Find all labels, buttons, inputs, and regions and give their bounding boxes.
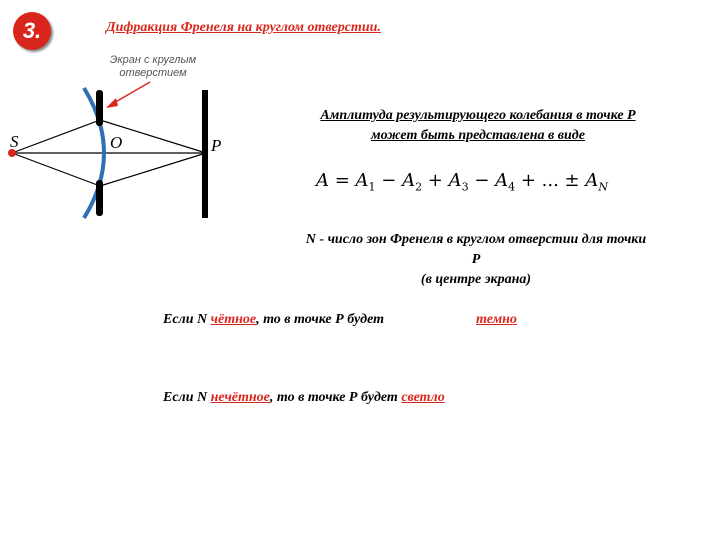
caption-arrow (112, 82, 150, 104)
hole-label: O (110, 133, 123, 152)
formula-term: A (585, 170, 599, 191)
caption-arrow-head (106, 98, 118, 108)
ray-lower-point (100, 153, 206, 186)
amplitude-line1: Амплитуда результирующего колебания в точке Р (320, 108, 636, 123)
amplitude-line2: может быть представлена в виде (371, 128, 585, 143)
screen-caption-line1: Экран с круглым (109, 54, 197, 66)
ray-upper-source (12, 120, 100, 153)
formula-sub: N (598, 180, 608, 194)
zones-text (250, 230, 702, 290)
formula-dots: + ... ± (515, 170, 586, 191)
ray-lower-source (12, 153, 100, 186)
screen-lower-part (96, 180, 103, 216)
formula-op: − (375, 170, 403, 191)
even-rule (163, 312, 384, 328)
formula-op: + (422, 170, 449, 191)
formula-eq: = (329, 170, 356, 191)
formula-sub: 1 (368, 180, 376, 194)
formula-term: A (448, 170, 462, 191)
source-label: S (10, 132, 19, 151)
even-parity: чётное (210, 312, 257, 327)
fresnel-diagram (0, 60, 240, 230)
formula-sub: 2 (415, 180, 423, 194)
slide-title: Дифракция Френеля на круглом отверстии. (106, 20, 381, 35)
slide-number-badge (13, 12, 51, 50)
zones-line3: (в центре экрана) (420, 272, 532, 287)
zones-line2: Р (471, 252, 481, 267)
screen-caption-line2: отверстием (119, 67, 187, 79)
odd-parity: нечётное (210, 390, 270, 405)
odd-result: светло (401, 390, 445, 405)
formula-lhs: A (316, 170, 329, 191)
odd-rule-pre: Если N (163, 390, 211, 405)
even-result: темно (476, 312, 517, 327)
amplitude-text (262, 106, 694, 146)
slide-number: 3. (22, 18, 42, 43)
screen-upper-part (96, 90, 103, 126)
zones-line1: N - число зон Френеля в круглом отверстии для точки (305, 232, 647, 247)
even-rule-pre: Если N (163, 312, 211, 327)
odd-rule (163, 390, 445, 406)
odd-rule-mid: , то в точке Р будет (269, 390, 398, 405)
formula-term: A (355, 170, 369, 191)
observation-screen (202, 90, 208, 218)
formula-sub: 3 (461, 180, 469, 194)
even-rule-mid: , то в точке Р будет (256, 312, 385, 327)
amplitude-formula (316, 170, 608, 194)
point-label: P (211, 136, 222, 155)
formula-term: A (402, 170, 416, 191)
formula-term: A (495, 170, 509, 191)
formula-op: − (468, 170, 496, 191)
formula-sub: 4 (508, 180, 516, 194)
